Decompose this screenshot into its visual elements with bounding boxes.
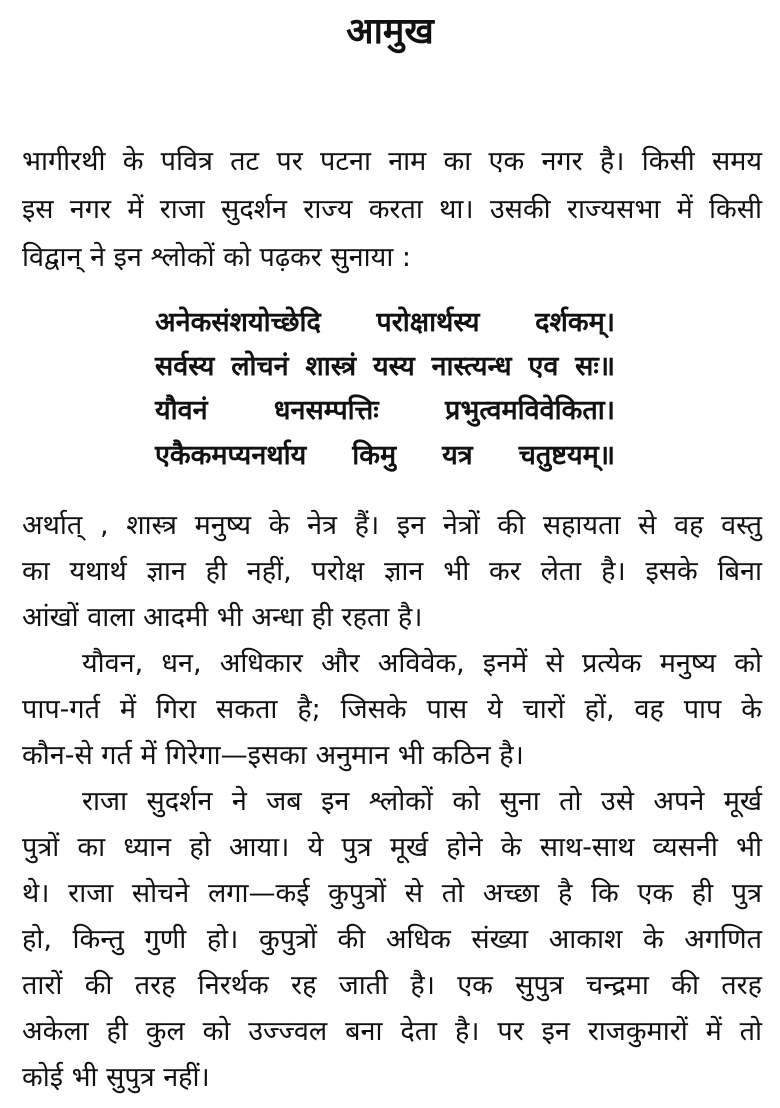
text-line: हो, किन्तु गुणी हो। कुपुत्रों की अधिक संख्या आकाश के अगणित — [22, 924, 762, 955]
verse-line: अनेकसंशयोच्छेदि परोक्षार्थस्य दर्शकम्। — [155, 307, 615, 338]
text-line: थे। राजा सोचने लगा—कई कुपुत्रों से तो अच्छा है कि एक ही पुत्र — [22, 878, 762, 909]
verse-line: सर्वस्य लोचनं शास्त्रं यस्य नास्त्यन्ध एव सः॥ — [155, 351, 615, 382]
text-line: पुत्रों का ध्यान हो आया। ये पुत्र मूर्ख होने के साथ-साथ व्यसनी भी — [22, 832, 762, 863]
text-line: भागीरथी के पवित्र तट पर पटना नाम का एक नगर है। किसी समय — [22, 146, 762, 177]
text-line: यौवन, धन, अधिकार और अविवेक, इनमें से प्रत्येक मनुष्य को — [82, 648, 762, 679]
verse-line: एकैकमप्यनर्थाय किमु यत्र चतुष्टयम्॥ — [155, 440, 615, 471]
text-line: इस नगर में राजा सुदर्शन राज्य करता था। उसकी राज्यसभा में किसी — [22, 194, 762, 225]
text-line: का यथार्थ ज्ञान ही नहीं, परोक्ष ज्ञान भी कर लेता है। इसके बिना — [22, 556, 762, 587]
text-line: पाप-गर्त में गिरा सकता है; जिसके पास ये चारों हों, वह पाप के — [22, 694, 762, 725]
text-line: कौन-से गर्त में गिरेगा—इसका अनुमान भी कठिन है। — [22, 740, 524, 771]
verse-line: यौवनं धनसम्पत्तिः प्रभुत्वमविवेकिता। — [155, 395, 615, 426]
text-line: तारों की तरह निरर्थक रह जाती है। एक सुपुत्र चन्द्रमा की तरह — [22, 970, 762, 1001]
text-line: कोई भी सुपुत्र नहीं। — [22, 1062, 210, 1093]
text-line: अकेला ही कुल को उज्ज्वल बना देता है। पर इन राजकुमारों में तो — [22, 1016, 762, 1047]
text-line: अर्थात् , शास्त्र मनुष्य के नेत्र हैं। इन नेत्रों की सहायता से वह वस्तु — [22, 510, 762, 541]
text-line: राजा सुदर्शन ने जब इन श्लोकों को सुना तो उसे अपने मूर्ख — [82, 786, 762, 817]
text-line: आंखों वाला आदमी भी अन्धा ही रहता है। — [22, 602, 423, 633]
page-title: आमुख — [346, 11, 434, 52]
text-line: विद्वान् ने इन श्लोकों को पढ़कर सुनाया : — [22, 242, 411, 273]
